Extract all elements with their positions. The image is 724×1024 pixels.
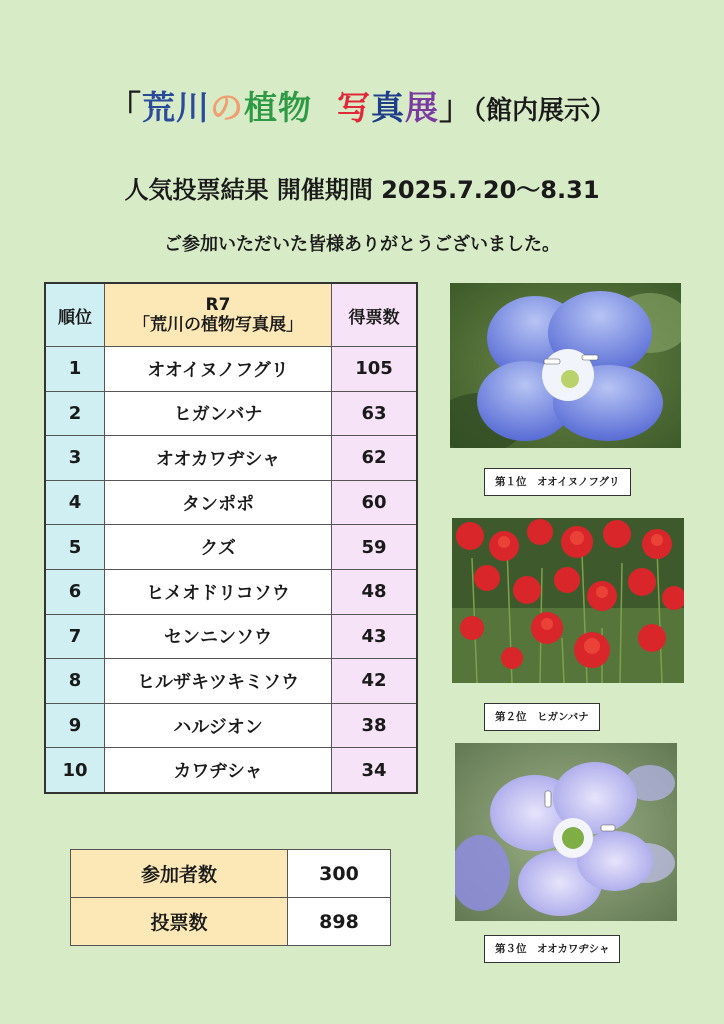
plant-name-cell: ヒガンバナ (105, 391, 332, 436)
rank-header: 順位 (45, 283, 105, 347)
table-row (45, 347, 417, 392)
title-part-arakawa: 荒川 (142, 88, 210, 127)
votes-cell: 59 (332, 525, 418, 570)
votes-cell: 105 (332, 347, 418, 392)
plant-name-cell: ハルジオン (105, 703, 332, 748)
table-row (45, 391, 417, 436)
votes-cell: 42 (332, 659, 418, 704)
name-header (105, 283, 332, 347)
result-period-heading: 人気投票結果 開催期間 2025.7.20～8.31 (124, 176, 600, 204)
total-votes-label: 投票数 (71, 898, 288, 946)
plant-name-cell: クズ (105, 525, 332, 570)
title-open-bracket: 「 (108, 88, 142, 127)
rank-cell: 6 (45, 569, 105, 614)
rank-cell: 7 (45, 614, 105, 659)
votes-cell: 48 (332, 569, 418, 614)
table-row (45, 436, 417, 481)
participants-value: 300 (288, 850, 391, 898)
thanks-message: ご参加いただいた皆様ありがとうございました。 (164, 234, 560, 255)
participants-label: 参加者数 (71, 850, 288, 898)
caption-third-place: 第３位 オオカワヂシャ (484, 935, 620, 963)
photo-third-place (455, 743, 677, 921)
rank-cell: 1 (45, 347, 105, 392)
table-row (45, 525, 417, 570)
votes-cell: 38 (332, 703, 418, 748)
page-title (0, 82, 724, 129)
votes-cell: 62 (332, 436, 418, 481)
title-part-ten: 展 (404, 88, 439, 127)
table-row (45, 659, 417, 704)
table-row (45, 703, 417, 748)
rank-cell: 10 (45, 748, 105, 793)
caption-first-place: 第１位 オオイヌノフグリ (484, 468, 631, 496)
summary-row-participants (71, 850, 391, 898)
title-part-no: の (210, 88, 244, 127)
ranking-header-row (45, 283, 417, 347)
plant-name-cell: ヒルザキツキミソウ (105, 659, 332, 704)
ranking-table (44, 282, 418, 794)
rank-cell: 8 (45, 659, 105, 704)
summary-table (70, 849, 391, 946)
plant-name-cell: タンポポ (105, 480, 332, 525)
plant-name-cell: ヒメオドリコソウ (105, 569, 332, 614)
plant-name-cell: センニンソウ (105, 614, 332, 659)
rank-cell: 4 (45, 480, 105, 525)
caption-second-place: 第２位 ヒガンバナ (484, 703, 600, 731)
title-suffix: （館内展示） (472, 96, 616, 126)
plant-name-cell: オオカワヂシャ (105, 436, 332, 481)
plant-name-cell: オオイヌノフグリ (105, 347, 332, 392)
plant-name-cell: カワヂシャ (105, 748, 332, 793)
rank-cell: 5 (45, 525, 105, 570)
title-part-shin: 真 (370, 88, 405, 127)
photo-first-place (450, 283, 681, 448)
table-row (45, 614, 417, 659)
summary-row-votes (71, 898, 391, 946)
votes-header: 得票数 (332, 283, 418, 347)
photo-second-place (452, 518, 684, 683)
table-row (45, 480, 417, 525)
name-header-line1: R7 (205, 295, 231, 315)
votes-cell: 34 (332, 748, 418, 793)
rank-cell: 3 (45, 436, 105, 481)
table-row (45, 569, 417, 614)
votes-cell: 43 (332, 614, 418, 659)
votes-cell: 63 (332, 391, 418, 436)
title-part-shokubutsu: 植物 (244, 88, 312, 127)
name-header-line2: 「荒川の植物写真展」 (133, 315, 303, 335)
table-row (45, 748, 417, 793)
total-votes-value: 898 (288, 898, 391, 946)
votes-cell: 60 (332, 480, 418, 525)
rank-cell: 9 (45, 703, 105, 748)
title-close-bracket: 」 (438, 88, 473, 127)
title-part-sha: 写 (336, 88, 371, 127)
rank-cell: 2 (45, 391, 105, 436)
